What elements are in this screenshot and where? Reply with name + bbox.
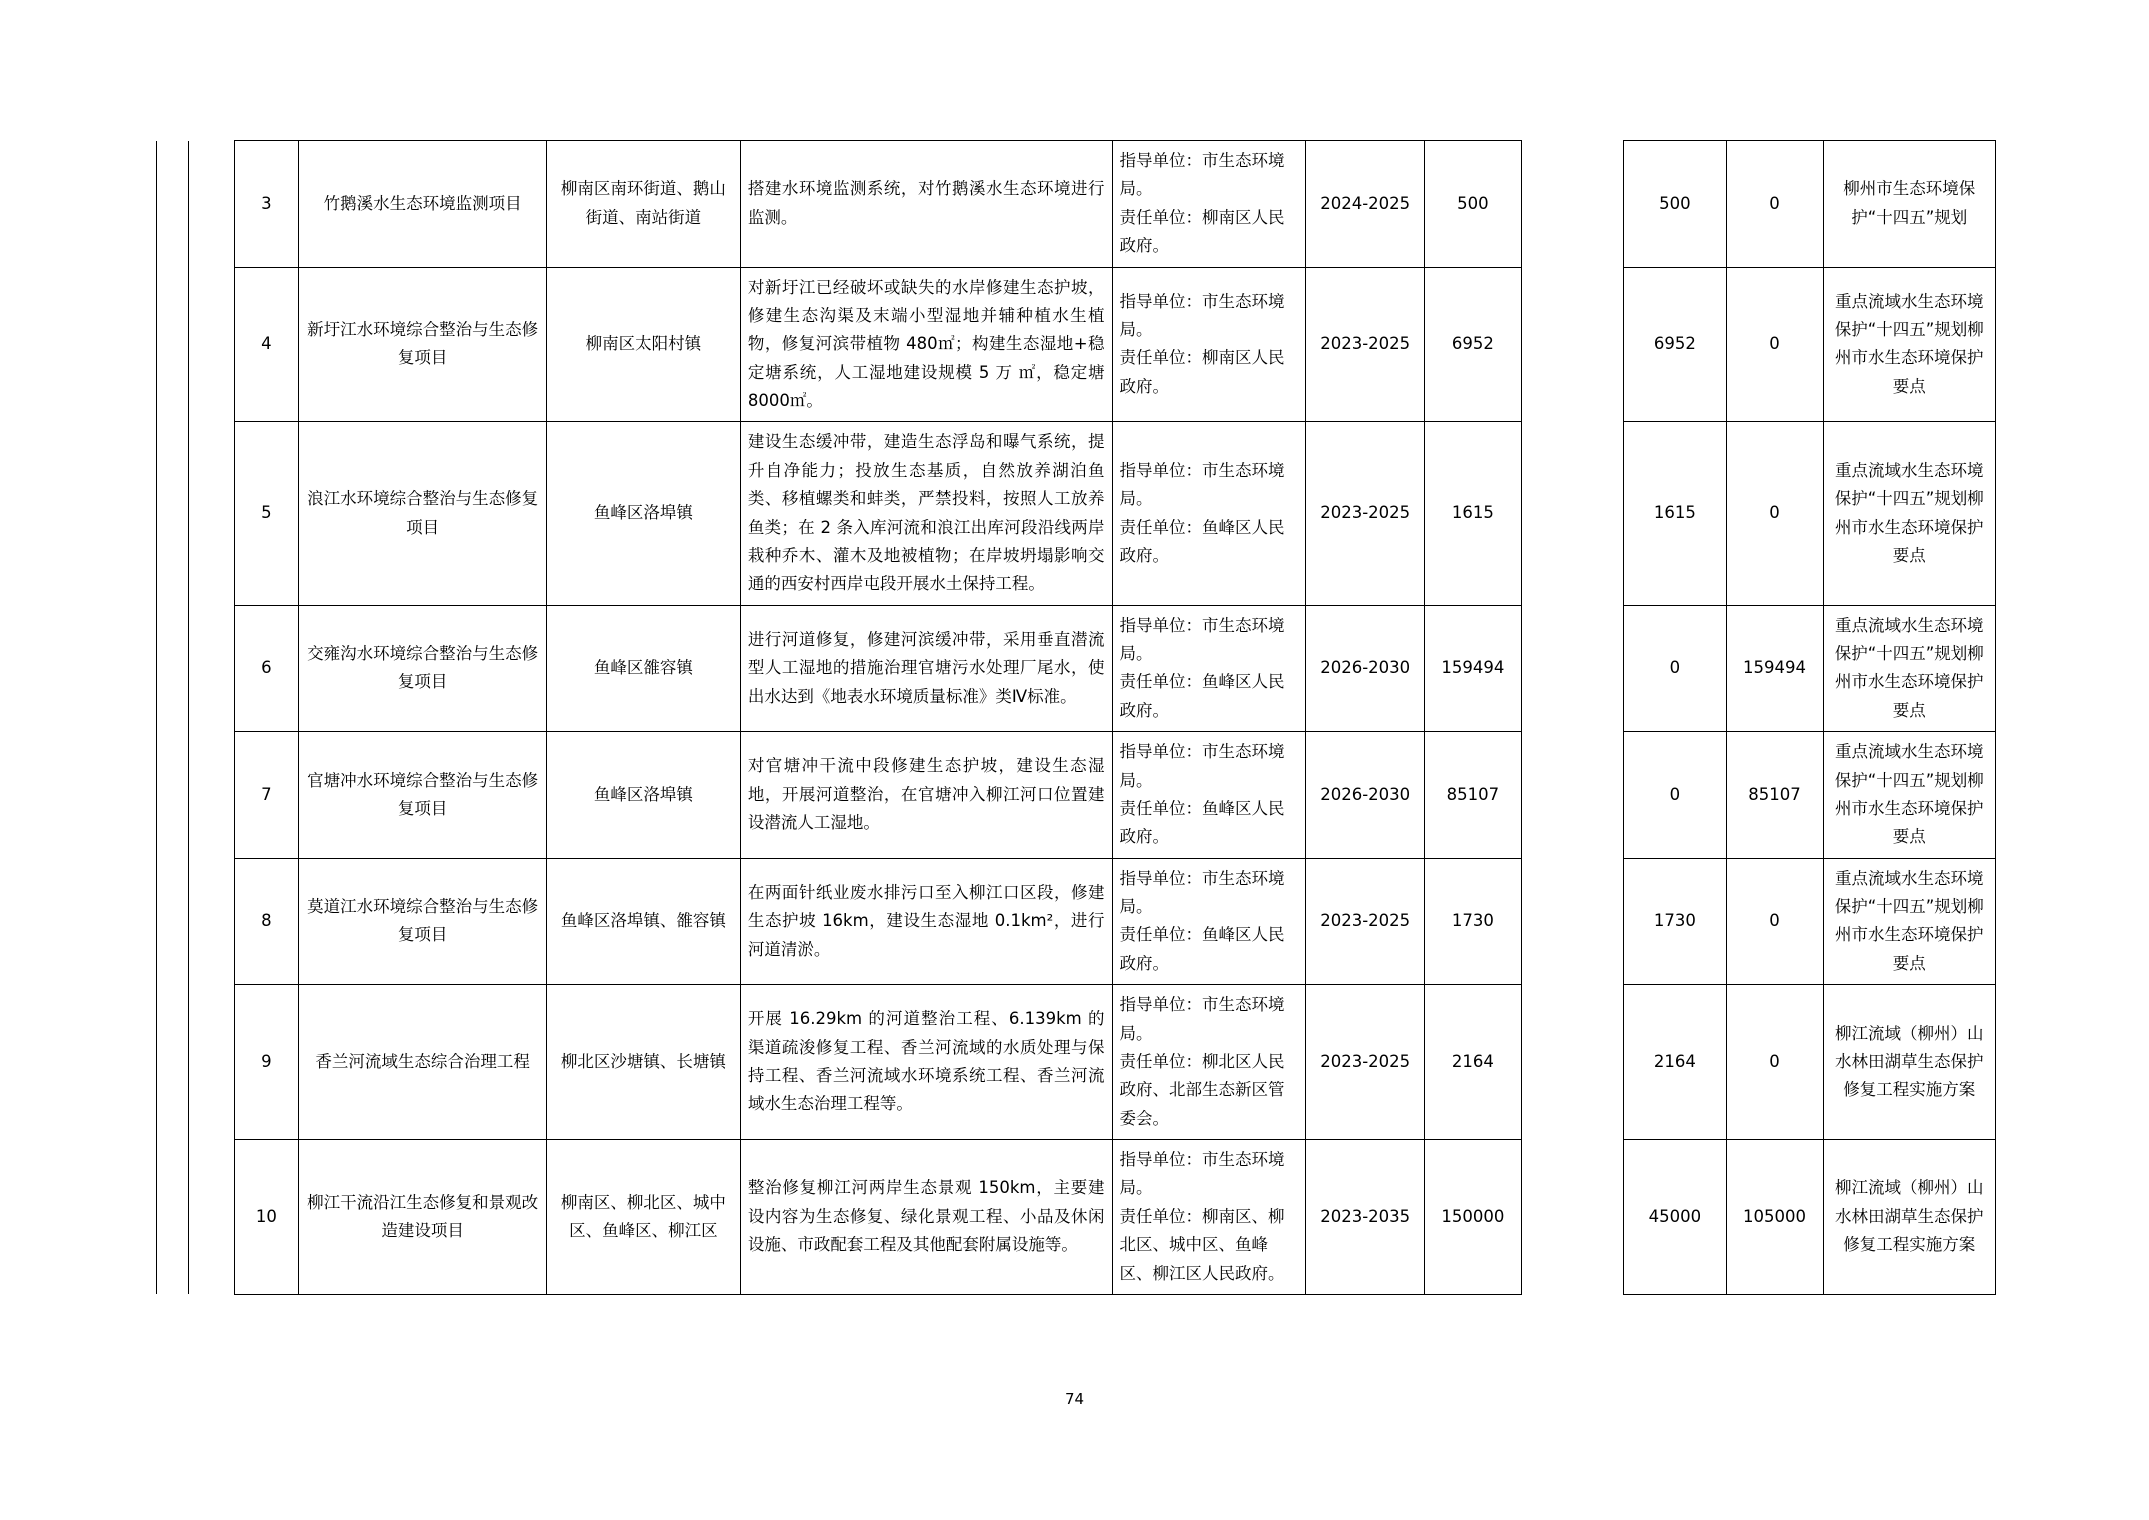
cell-location: 柳南区南环街道、鹅山街道、南站街道 bbox=[546, 141, 740, 268]
row-spacer-left-1 bbox=[157, 605, 189, 732]
cell-amount-1: 1615 bbox=[1624, 422, 1726, 605]
cell-project-name: 新圩江水环境综合整治与生态修复项目 bbox=[299, 267, 547, 422]
project-table-container bbox=[156, 140, 1996, 1295]
cell-years: 2026-2030 bbox=[1306, 732, 1425, 859]
cell-years: 2024-2025 bbox=[1306, 141, 1425, 268]
cell-no: 6 bbox=[234, 605, 299, 732]
cell-no: 5 bbox=[234, 422, 299, 605]
cell-source: 重点流域水生态环境保护“十四五”规划柳州市水生态环境保护要点 bbox=[1823, 732, 1995, 859]
cell-guide-unit: 指导单位：市生态环境局。 bbox=[1119, 868, 1285, 916]
cell-source: 重点流域水生态环境保护“十四五”规划柳州市水生态环境保护要点 bbox=[1823, 858, 1995, 985]
cell-description: 进行河道修复，修建河滨缓冲带，采用垂直潜流型人工湿地的措施治理官塘污水处理厂尾水，使出水达到《地表水环境质量标准》类Ⅳ标准。 bbox=[740, 605, 1112, 732]
cell-amount-1: 0 bbox=[1624, 732, 1726, 859]
cell-total: 1730 bbox=[1424, 858, 1521, 985]
cell-amount-2: 105000 bbox=[1726, 1140, 1823, 1295]
page-number: 74 bbox=[1064, 1390, 1085, 1408]
table-row bbox=[157, 422, 1996, 605]
cell-source: 柳江流域（柳州）山水林田湖草生态保护修复工程实施方案 bbox=[1823, 1140, 1995, 1295]
cell-location: 鱼峰区洛埠镇 bbox=[546, 422, 740, 605]
cell-source: 柳江流域（柳州）山水林田湖草生态保护修复工程实施方案 bbox=[1823, 985, 1995, 1140]
row-spacer-mid bbox=[1521, 985, 1623, 1140]
cell-project-name: 竹鹅溪水生态环境监测项目 bbox=[299, 141, 547, 268]
cell-no: 9 bbox=[234, 985, 299, 1140]
cell-years: 2026-2030 bbox=[1306, 605, 1425, 732]
table-row bbox=[157, 605, 1996, 732]
cell-total: 1615 bbox=[1424, 422, 1521, 605]
cell-description: 开展 16.29km 的河道整治工程、6.139km 的渠道疏浚修复工程、香兰河流域的水质处理与保持工程、香兰河流域水环境系统工程、香兰河流域水生态治理工程等。 bbox=[740, 985, 1112, 1140]
cell-source: 重点流域水生态环境保护“十四五”规划柳州市水生态环境保护要点 bbox=[1823, 267, 1995, 422]
cell-total: 85107 bbox=[1424, 732, 1521, 859]
cell-source: 柳州市生态环境保护“十四五”规划 bbox=[1823, 141, 1995, 268]
cell-no: 8 bbox=[234, 858, 299, 985]
cell-units bbox=[1112, 1140, 1306, 1295]
row-spacer-mid bbox=[1521, 267, 1623, 422]
cell-guide-unit: 指导单位：市生态环境局。 bbox=[1119, 995, 1285, 1043]
cell-years: 2023-2025 bbox=[1306, 267, 1425, 422]
cell-units bbox=[1112, 141, 1306, 268]
cell-location: 鱼峰区洛埠镇、雒容镇 bbox=[546, 858, 740, 985]
cell-units bbox=[1112, 605, 1306, 732]
cell-responsible-unit: 责任单位：鱼峰区人民政府。 bbox=[1119, 925, 1285, 973]
cell-amount-2: 0 bbox=[1726, 141, 1823, 268]
cell-total: 500 bbox=[1424, 141, 1521, 268]
cell-amount-2: 159494 bbox=[1726, 605, 1823, 732]
cell-amount-2: 0 bbox=[1726, 422, 1823, 605]
cell-responsible-unit: 责任单位：鱼峰区人民政府。 bbox=[1119, 672, 1285, 720]
cell-description: 搭建水环境监测系统，对竹鹅溪水生态环境进行监测。 bbox=[740, 141, 1112, 268]
cell-no: 4 bbox=[234, 267, 299, 422]
cell-total: 150000 bbox=[1424, 1140, 1521, 1295]
row-spacer-mid bbox=[1521, 1140, 1623, 1295]
cell-responsible-unit: 责任单位：柳南区人民政府。 bbox=[1119, 207, 1285, 256]
cell-years: 2023-2025 bbox=[1306, 985, 1425, 1140]
cell-description: 在两面针纸业废水排污口至入柳江口区段，修建生态护坡 16km，建设生态湿地 0.1km²，进行河道清淤。 bbox=[740, 858, 1112, 985]
cell-source: 重点流域水生态环境保护“十四五”规划柳州市水生态环境保护要点 bbox=[1823, 605, 1995, 732]
project-table bbox=[156, 140, 1996, 1295]
cell-location: 鱼峰区雒容镇 bbox=[546, 605, 740, 732]
cell-units bbox=[1112, 267, 1306, 422]
row-spacer-left-2 bbox=[189, 858, 234, 985]
row-spacer-left-1 bbox=[157, 422, 189, 605]
row-spacer-mid bbox=[1521, 858, 1623, 985]
cell-project-name: 莫道江水环境综合整治与生态修复项目 bbox=[299, 858, 547, 985]
cell-guide-unit: 指导单位：市生态环境局。 bbox=[1119, 1150, 1285, 1198]
cell-total: 2164 bbox=[1424, 985, 1521, 1140]
row-spacer-left-2 bbox=[189, 732, 234, 859]
cell-location: 柳南区、柳北区、城中区、鱼峰区、柳江区 bbox=[546, 1140, 740, 1295]
cell-units bbox=[1112, 732, 1306, 859]
cell-description: 对新圩江已经破坏或缺失的水岸修建生态护坡，修建生态沟渠及末端小型湿地并辅种植水生植物，修复河滨带植物 480㎡；构建生态湿地+稳定塘系统，人工湿地建设规模 5 万 ㎡，稳定塘 8000㎡。 bbox=[740, 267, 1112, 422]
cell-units bbox=[1112, 858, 1306, 985]
table-row bbox=[157, 267, 1996, 422]
table-row bbox=[157, 732, 1996, 859]
cell-location: 柳南区太阳村镇 bbox=[546, 267, 740, 422]
cell-amount-1: 45000 bbox=[1624, 1140, 1726, 1295]
cell-guide-unit: 指导单位：市生态环境局。 bbox=[1119, 151, 1285, 199]
cell-amount-1: 1730 bbox=[1624, 858, 1726, 985]
row-spacer-left-2 bbox=[189, 267, 234, 422]
cell-description: 对官塘冲干流中段修建生态护坡，建设生态湿地，开展河道整治，在官塘冲入柳江河口位置建设潜流人工湿地。 bbox=[740, 732, 1112, 859]
row-spacer-left-2 bbox=[189, 605, 234, 732]
cell-project-name: 柳江干流沿江生态修复和景观改造建设项目 bbox=[299, 1140, 547, 1295]
row-spacer-left-1 bbox=[157, 732, 189, 859]
cell-amount-1: 2164 bbox=[1624, 985, 1726, 1140]
table-row bbox=[157, 1140, 1996, 1295]
cell-guide-unit: 指导单位：市生态环境局。 bbox=[1119, 742, 1285, 790]
row-spacer-left-2 bbox=[189, 985, 234, 1140]
row-spacer-left-1 bbox=[157, 267, 189, 422]
row-spacer-left-1 bbox=[157, 141, 189, 268]
cell-guide-unit: 指导单位：市生态环境局。 bbox=[1119, 615, 1285, 663]
cell-units bbox=[1112, 422, 1306, 605]
cell-project-name: 浪江水环境综合整治与生态修复项目 bbox=[299, 422, 547, 605]
row-spacer-left-1 bbox=[157, 858, 189, 985]
row-spacer-mid bbox=[1521, 605, 1623, 732]
cell-project-name: 官塘冲水环境综合整治与生态修复项目 bbox=[299, 732, 547, 859]
cell-amount-2: 0 bbox=[1726, 985, 1823, 1140]
cell-description: 建设生态缓冲带，建造生态浮岛和曝气系统，提升自净能力；投放生态基质，自然放养湖泊鱼类、移植螺类和蚌类，严禁投料，按照人工放养鱼类；在 2 条入库河流和浪江出库河段沿线两岸栽种乔木、灌木及地被植物；在岸坡坍塌影响交通的西安村西岸屯段开展水土保持工程。 bbox=[740, 422, 1112, 605]
row-spacer-left-1 bbox=[157, 1140, 189, 1295]
cell-amount-1: 6952 bbox=[1624, 267, 1726, 422]
table-row bbox=[157, 858, 1996, 985]
table-row bbox=[157, 985, 1996, 1140]
cell-responsible-unit: 责任单位：鱼峰区人民政府。 bbox=[1119, 517, 1285, 565]
row-spacer-mid bbox=[1521, 141, 1623, 268]
cell-amount-2: 0 bbox=[1726, 267, 1823, 422]
cell-responsible-unit: 责任单位：柳南区人民政府。 bbox=[1119, 348, 1285, 396]
cell-years: 2023-2035 bbox=[1306, 1140, 1425, 1295]
cell-responsible-unit: 责任单位：鱼峰区人民政府。 bbox=[1119, 798, 1285, 847]
cell-no: 7 bbox=[234, 732, 299, 859]
cell-location: 鱼峰区洛埠镇 bbox=[546, 732, 740, 859]
cell-amount-2: 85107 bbox=[1726, 732, 1823, 859]
cell-project-name: 香兰河流域生态综合治理工程 bbox=[299, 985, 547, 1140]
cell-no: 10 bbox=[234, 1140, 299, 1295]
cell-total: 6952 bbox=[1424, 267, 1521, 422]
cell-units bbox=[1112, 985, 1306, 1140]
cell-responsible-unit: 责任单位：柳南区、柳北区、城中区、鱼峰区、柳江区人民政府。 bbox=[1119, 1206, 1285, 1283]
cell-source: 重点流域水生态环境保护“十四五”规划柳州市水生态环境保护要点 bbox=[1823, 422, 1995, 605]
row-spacer-left-2 bbox=[189, 1140, 234, 1295]
cell-years: 2023-2025 bbox=[1306, 858, 1425, 985]
row-spacer-left-2 bbox=[189, 141, 234, 268]
row-spacer-left-1 bbox=[157, 985, 189, 1140]
cell-years: 2023-2025 bbox=[1306, 422, 1425, 605]
cell-location: 柳北区沙塘镇、长塘镇 bbox=[546, 985, 740, 1140]
row-spacer-left-2 bbox=[189, 422, 234, 605]
cell-guide-unit: 指导单位：市生态环境局。 bbox=[1119, 460, 1285, 509]
row-spacer-mid bbox=[1521, 422, 1623, 605]
cell-amount-1: 0 bbox=[1624, 605, 1726, 732]
cell-guide-unit: 指导单位：市生态环境局。 bbox=[1119, 291, 1285, 340]
cell-amount-1: 500 bbox=[1624, 141, 1726, 268]
cell-responsible-unit: 责任单位：柳北区人民政府、北部生态新区管委会。 bbox=[1119, 1051, 1285, 1128]
cell-no: 3 bbox=[234, 141, 299, 268]
table-body bbox=[157, 141, 1996, 1295]
cell-total: 159494 bbox=[1424, 605, 1521, 732]
cell-project-name: 交雍沟水环境综合整治与生态修复项目 bbox=[299, 605, 547, 732]
table-row bbox=[157, 141, 1996, 268]
cell-amount-2: 0 bbox=[1726, 858, 1823, 985]
row-spacer-mid bbox=[1521, 732, 1623, 859]
cell-description: 整治修复柳江河两岸生态景观 150km，主要建设内容为生态修复、绿化景观工程、小品及休闲设施、市政配套工程及其他配套附属设施等。 bbox=[740, 1140, 1112, 1295]
